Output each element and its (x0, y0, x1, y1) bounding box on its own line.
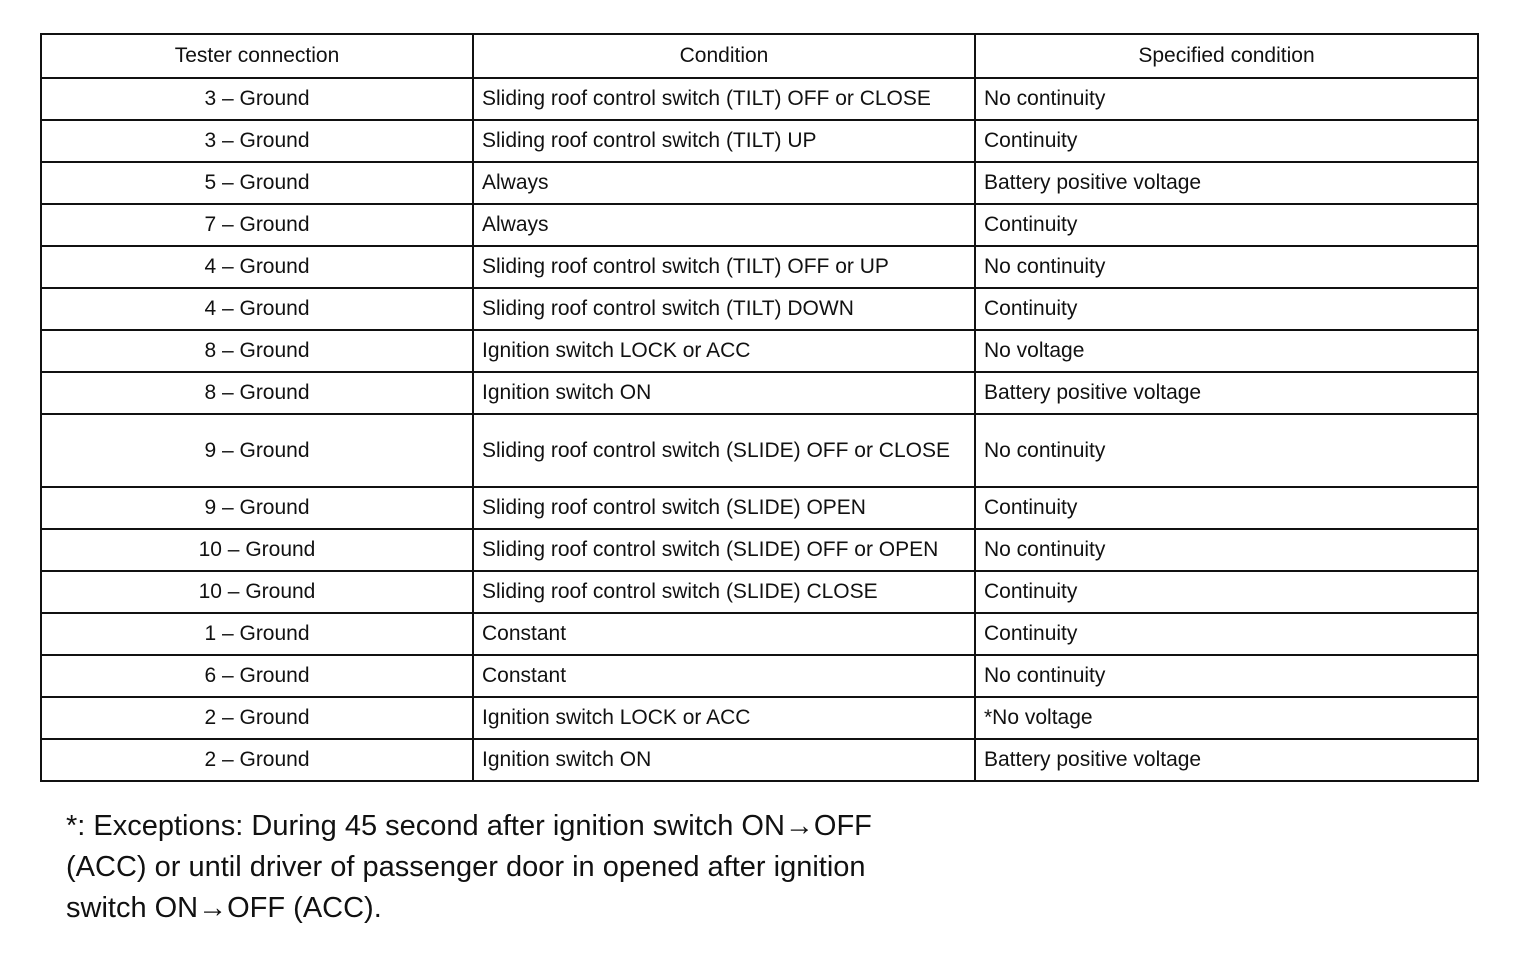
condition-cell: Ignition switch LOCK or ACC (473, 697, 975, 739)
specified-condition-cell: Battery positive voltage (975, 739, 1478, 781)
table-row (41, 739, 1478, 781)
condition-cell: Ignition switch ON (473, 739, 975, 781)
specified-condition-cell: Continuity (975, 571, 1478, 613)
tester-connection-cell: 9 – Ground (41, 414, 473, 487)
exceptions-footnote (66, 806, 926, 929)
table-row (41, 414, 1478, 487)
specified-condition-cell: No continuity (975, 78, 1478, 120)
specified-condition-cell: No continuity (975, 655, 1478, 697)
table-body (41, 78, 1478, 781)
table-row (41, 372, 1478, 414)
condition-cell: Sliding roof control switch (SLIDE) OFF or CLOSE (473, 414, 975, 487)
table-row (41, 78, 1478, 120)
tester-connection-cell: 10 – Ground (41, 571, 473, 613)
tester-connection-cell: 2 – Ground (41, 739, 473, 781)
table-row (41, 529, 1478, 571)
specified-condition-cell: Continuity (975, 204, 1478, 246)
condition-cell: Constant (473, 655, 975, 697)
specified-condition-cell: Battery positive voltage (975, 162, 1478, 204)
condition-cell: Sliding roof control switch (TILT) DOWN (473, 288, 975, 330)
specified-condition-cell: No continuity (975, 246, 1478, 288)
condition-cell: Ignition switch ON (473, 372, 975, 414)
table-row (41, 613, 1478, 655)
footnote-line: switch ON→OFF (ACC). (66, 892, 382, 924)
header-specified-condition: Specified condition (975, 34, 1478, 78)
tester-connection-cell: 8 – Ground (41, 330, 473, 372)
table-row (41, 571, 1478, 613)
header-condition: Condition (473, 34, 975, 78)
tester-connection-cell: 4 – Ground (41, 246, 473, 288)
condition-cell: Sliding roof control switch (SLIDE) OPEN (473, 487, 975, 529)
tester-connection-cell: 8 – Ground (41, 372, 473, 414)
tester-connection-cell: 2 – Ground (41, 697, 473, 739)
condition-cell: Sliding roof control switch (SLIDE) CLOSE (473, 571, 975, 613)
tester-connection-cell: 10 – Ground (41, 529, 473, 571)
condition-cell: Sliding roof control switch (TILT) OFF or CLOSE (473, 78, 975, 120)
condition-cell: Sliding roof control switch (TILT) UP (473, 120, 975, 162)
footnote-line: (ACC) or until driver of passenger door in opened after ignition (66, 851, 866, 883)
table-row (41, 330, 1478, 372)
tester-connection-cell: 4 – Ground (41, 288, 473, 330)
table-row (41, 655, 1478, 697)
table-row (41, 288, 1478, 330)
table-row (41, 204, 1478, 246)
condition-cell: Always (473, 162, 975, 204)
header-row (41, 34, 1478, 78)
tester-connection-cell: 7 – Ground (41, 204, 473, 246)
table-row (41, 246, 1478, 288)
tester-connection-cell: 3 – Ground (41, 78, 473, 120)
condition-cell: Ignition switch LOCK or ACC (473, 330, 975, 372)
tester-connection-cell: 6 – Ground (41, 655, 473, 697)
specified-condition-cell: Continuity (975, 288, 1478, 330)
specified-condition-cell: No voltage (975, 330, 1478, 372)
table-row (41, 697, 1478, 739)
specified-condition-cell: Continuity (975, 120, 1478, 162)
specified-condition-cell: Continuity (975, 613, 1478, 655)
table-row (41, 120, 1478, 162)
header-tester-connection: Tester connection (41, 34, 473, 78)
condition-cell: Sliding roof control switch (SLIDE) OFF or OPEN (473, 529, 975, 571)
tester-connection-cell: 3 – Ground (41, 120, 473, 162)
specified-condition-cell: No continuity (975, 414, 1478, 487)
specified-condition-cell: Continuity (975, 487, 1478, 529)
table-row (41, 162, 1478, 204)
specified-condition-cell: Battery positive voltage (975, 372, 1478, 414)
inspection-table (40, 33, 1479, 782)
condition-cell: Always (473, 204, 975, 246)
specified-condition-cell: *No voltage (975, 697, 1478, 739)
tester-connection-cell: 5 – Ground (41, 162, 473, 204)
specified-condition-cell: No continuity (975, 529, 1478, 571)
condition-cell: Constant (473, 613, 975, 655)
table-header (41, 34, 1478, 78)
condition-cell: Sliding roof control switch (TILT) OFF or UP (473, 246, 975, 288)
table-row (41, 487, 1478, 529)
tester-connection-cell: 9 – Ground (41, 487, 473, 529)
tester-connection-cell: 1 – Ground (41, 613, 473, 655)
footnote-line: *: Exceptions: During 45 second after ignition switch ON→OFF (66, 810, 872, 842)
